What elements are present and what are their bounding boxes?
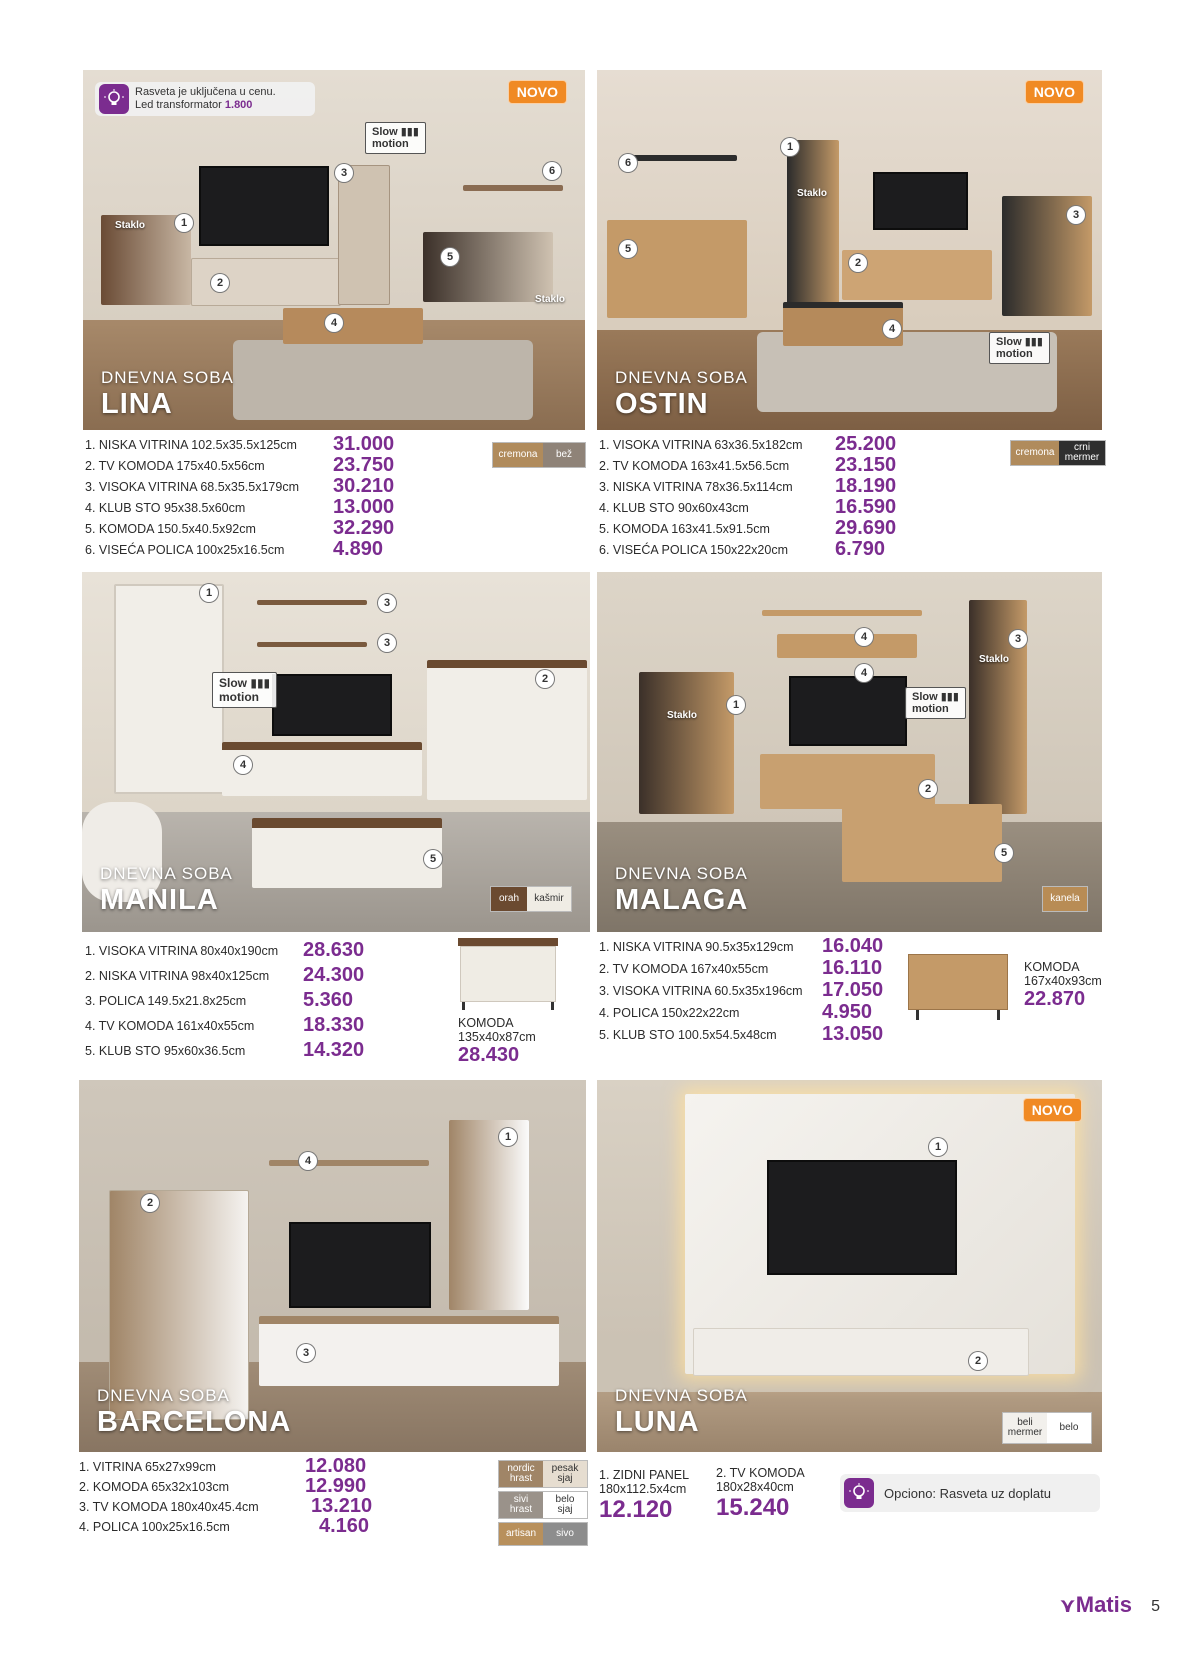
room-kind: DNEVNA SOBA bbox=[97, 1386, 230, 1405]
malaga-photo bbox=[597, 572, 1102, 932]
item-price: 13.050 bbox=[822, 1023, 884, 1045]
brand-name: Matis bbox=[1075, 1592, 1132, 1617]
room-name: LINA bbox=[101, 388, 173, 420]
extra-price: 22.870 bbox=[1024, 988, 1086, 1010]
item-label: 2. TV KOMODA bbox=[716, 1466, 805, 1480]
room-kind: DNEVNA SOBA bbox=[615, 368, 748, 387]
swatch: artisan bbox=[499, 1523, 543, 1545]
brand-mark-icon: ⋎ bbox=[1059, 1595, 1076, 1617]
marker-1: 1 bbox=[727, 696, 745, 714]
item-dims: 180x112.5x4cm bbox=[599, 1482, 687, 1496]
item-label: 4. POLICA 150x22x22cm bbox=[599, 1006, 740, 1020]
marker-4: 4 bbox=[883, 320, 901, 338]
room-name: MALAGA bbox=[615, 884, 749, 916]
item-label: 2. TV KOMODA 167x40x55cm bbox=[599, 962, 769, 976]
marker-2: 2 bbox=[919, 780, 937, 798]
extra-price: 28.430 bbox=[458, 1044, 520, 1066]
item-label: 6. VISEĆA POLICA 150x22x20cm bbox=[599, 543, 788, 557]
marker-3: 3 bbox=[378, 594, 396, 612]
slow-motion-label: Slow ▮▮▮ motion bbox=[905, 687, 966, 719]
swatch: belo sjaj bbox=[543, 1492, 587, 1518]
lighting-included-note bbox=[95, 82, 315, 116]
item-label: 1. ZIDNI PANEL bbox=[599, 1468, 690, 1482]
swatch: sivo bbox=[543, 1523, 587, 1545]
item-price: 6.790 bbox=[835, 538, 886, 560]
room-name: BARCELONA bbox=[97, 1406, 292, 1438]
marker-2: 2 bbox=[536, 670, 554, 688]
marker-1: 1 bbox=[175, 214, 193, 232]
marker-1: 1 bbox=[929, 1138, 947, 1156]
swatch: cremona bbox=[493, 443, 543, 467]
item-label: 2. TV KOMODA 163x41.5x56.5cm bbox=[599, 459, 790, 473]
item-label: 5. KLUB STO 100.5x54.5x48cm bbox=[599, 1028, 777, 1042]
marker-2: 2 bbox=[849, 254, 867, 272]
item-price: 13.000 bbox=[333, 496, 395, 518]
item-dims: 180x28x40cm bbox=[716, 1480, 794, 1494]
item-price: 12.080 bbox=[305, 1455, 367, 1477]
marker-3: 3 bbox=[1067, 206, 1085, 224]
marker-1: 1 bbox=[200, 584, 218, 602]
lighting-note-line2: Led transformator bbox=[135, 99, 222, 111]
matis-logo bbox=[1060, 1592, 1132, 1618]
luna-photo bbox=[597, 1080, 1102, 1452]
marker-3: 3 bbox=[335, 164, 353, 182]
item-label: 4. KLUB STO 95x38.5x60cm bbox=[85, 501, 246, 515]
item-price: 23.750 bbox=[333, 454, 395, 476]
glass-tag: Staklo bbox=[667, 710, 698, 721]
item-label: 1. VISOKA VITRINA 80x40x190cm bbox=[85, 944, 279, 958]
extra-dims: 167x40x93cm bbox=[1024, 974, 1102, 988]
item-price: 29.690 bbox=[835, 517, 897, 539]
swatch: pesak sjaj bbox=[543, 1461, 587, 1487]
malaga-color-swatches bbox=[1042, 886, 1088, 912]
marker-1: 1 bbox=[499, 1128, 517, 1146]
marker-1: 1 bbox=[781, 138, 799, 156]
slow-motion-label: Slow ▮▮▮ motion bbox=[365, 122, 426, 154]
lightbulb-icon bbox=[844, 1478, 874, 1508]
option-note-text: Opciono: Rasveta uz doplatu bbox=[884, 1485, 1051, 1501]
swatch: beli mermer bbox=[1003, 1413, 1047, 1443]
marker-5: 5 bbox=[995, 844, 1013, 862]
item-label: 1. NISKA VITRINA 90.5x35x129cm bbox=[599, 940, 794, 954]
item-label: 3. VISOKA VITRINA 68.5x35.5x179cm bbox=[85, 480, 299, 494]
item-price: 18.190 bbox=[835, 475, 897, 497]
item-label: 2. TV KOMODA 175x40.5x56cm bbox=[85, 459, 265, 473]
novo-badge: NOVO bbox=[1023, 1098, 1082, 1122]
item-label: 3. TV KOMODA 180x40x45.4cm bbox=[79, 1500, 259, 1514]
manila-komoda-image bbox=[458, 938, 558, 1010]
item-price: 12.990 bbox=[305, 1475, 367, 1497]
marker-5: 5 bbox=[424, 850, 442, 868]
barcelona-color-swatches bbox=[498, 1460, 588, 1546]
item-label: 5. KLUB STO 95x60x36.5cm bbox=[85, 1044, 246, 1058]
ostin-photo bbox=[597, 70, 1102, 430]
led-transformer-price: 1.800 bbox=[224, 99, 253, 111]
item-price: 17.050 bbox=[822, 979, 884, 1001]
item-price: 16.110 bbox=[822, 957, 883, 979]
lina-price-list bbox=[85, 434, 485, 560]
marker-6: 6 bbox=[543, 162, 561, 180]
item-price: 12.120 bbox=[599, 1496, 673, 1523]
item-price: 4.890 bbox=[333, 538, 384, 560]
marker-4: 4 bbox=[325, 314, 343, 332]
luna-color-swatches bbox=[1002, 1412, 1092, 1444]
room-name: LUNA bbox=[615, 1406, 700, 1438]
item-price: 14.320 bbox=[303, 1039, 365, 1061]
manila-price-list bbox=[85, 940, 405, 1065]
room-kind: DNEVNA SOBA bbox=[615, 1386, 748, 1405]
item-price: 15.240 bbox=[716, 1494, 790, 1521]
extra-label: KOMODA bbox=[458, 1016, 514, 1030]
swatch: bež bbox=[543, 443, 585, 467]
marker-4: 4 bbox=[234, 756, 252, 774]
novo-badge: NOVO bbox=[1025, 80, 1084, 104]
lina-photo bbox=[83, 70, 585, 430]
swatch: orah bbox=[491, 887, 527, 911]
marker-4: 4 bbox=[299, 1152, 317, 1170]
item-price: 28.630 bbox=[303, 939, 365, 961]
item-price: 18.330 bbox=[303, 1014, 365, 1036]
ostin-price-list bbox=[599, 434, 999, 560]
swatch: kanela bbox=[1043, 887, 1087, 911]
item-label: 4. TV KOMODA 161x40x55cm bbox=[85, 1019, 255, 1033]
item-price: 4.950 bbox=[822, 1001, 873, 1023]
lightbulb-icon bbox=[99, 84, 129, 114]
item-label: 2. NISKA VITRINA 98x40x125cm bbox=[85, 969, 270, 983]
extra-label: KOMODA bbox=[1024, 960, 1080, 974]
item-price: 30.210 bbox=[333, 475, 395, 497]
item-price: 13.210 bbox=[311, 1495, 373, 1517]
item-price: 24.300 bbox=[303, 964, 365, 986]
optional-lighting-note bbox=[840, 1474, 1100, 1512]
marker-4: 4 bbox=[855, 628, 873, 646]
item-price: 31.000 bbox=[333, 433, 395, 455]
swatch: belo bbox=[1047, 1413, 1091, 1443]
marker-3: 3 bbox=[297, 1344, 315, 1362]
item-label: 4. KLUB STO 90x60x43cm bbox=[599, 501, 749, 515]
malaga-komoda-image bbox=[908, 954, 1008, 1020]
item-price: 23.150 bbox=[835, 454, 897, 476]
item-label: 5. KOMODA 150.5x40.5x92cm bbox=[85, 522, 256, 536]
malaga-price-list bbox=[599, 936, 899, 1046]
marker-6: 6 bbox=[619, 154, 637, 172]
item-label: 1. VITRINA 65x27x99cm bbox=[79, 1460, 216, 1474]
glass-tag: Staklo bbox=[979, 654, 1010, 665]
item-price: 16.590 bbox=[835, 496, 897, 518]
ostin-color-swatches bbox=[1010, 440, 1106, 466]
page-number: 5 bbox=[1151, 1598, 1160, 1615]
item-price: 5.360 bbox=[303, 989, 354, 1011]
manila-color-swatches bbox=[490, 886, 572, 912]
item-label: 1. NISKA VITRINA 102.5x35.5x125cm bbox=[85, 438, 297, 452]
item-label: 2. KOMODA 65x32x103cm bbox=[79, 1480, 230, 1494]
room-kind: DNEVNA SOBA bbox=[101, 368, 234, 387]
room-name: OSTIN bbox=[615, 388, 709, 420]
marker-5: 5 bbox=[441, 248, 459, 266]
swatch: sivi hrast bbox=[499, 1492, 543, 1518]
room-kind: DNEVNA SOBA bbox=[615, 864, 748, 883]
item-price: 4.160 bbox=[319, 1515, 370, 1537]
room-name: MANILA bbox=[100, 884, 219, 916]
glass-tag: Staklo bbox=[535, 294, 566, 305]
item-label: 3. POLICA 149.5x21.8x25cm bbox=[85, 994, 247, 1008]
marker-3b: 3 bbox=[378, 634, 396, 652]
marker-5: 5 bbox=[619, 240, 637, 258]
lina-color-swatches bbox=[492, 442, 586, 468]
item-label: 4. POLICA 100x25x16.5cm bbox=[79, 1520, 230, 1534]
item-label: 3. NISKA VITRINA 78x36.5x114cm bbox=[599, 480, 793, 494]
item-price: 25.200 bbox=[835, 433, 897, 455]
item-label: 1. VISOKA VITRINA 63x36.5x182cm bbox=[599, 438, 803, 452]
marker-2: 2 bbox=[141, 1194, 159, 1212]
item-price: 32.290 bbox=[333, 517, 395, 539]
swatch: kašmir bbox=[527, 887, 571, 911]
item-price: 16.040 bbox=[822, 935, 884, 957]
barcelona-photo bbox=[79, 1080, 586, 1452]
novo-badge: NOVO bbox=[508, 80, 567, 104]
extra-dims: 135x40x87cm bbox=[458, 1030, 536, 1044]
slow-motion-label: Slow ▮▮▮ motion bbox=[989, 332, 1050, 364]
slow-motion-label: Slow ▮▮▮ motion bbox=[212, 672, 277, 708]
swatch: cremona bbox=[1011, 441, 1059, 465]
marker-3: 3 bbox=[1009, 630, 1027, 648]
glass-tag: Staklo bbox=[115, 220, 146, 231]
marker-2: 2 bbox=[969, 1352, 987, 1370]
lighting-note-line1: Rasveta je uključena u cenu. bbox=[135, 86, 276, 98]
manila-photo bbox=[82, 572, 590, 932]
swatch: nordic hrast bbox=[499, 1461, 543, 1487]
item-label: 3. VISOKA VITRINA 60.5x35x196cm bbox=[599, 984, 803, 998]
room-kind: DNEVNA SOBA bbox=[100, 864, 233, 883]
barcelona-price-list bbox=[79, 1456, 399, 1536]
item-label: 6. VISEĆA POLICA 100x25x16.5cm bbox=[85, 543, 285, 557]
swatch: crni mermer bbox=[1059, 441, 1105, 465]
marker-2: 2 bbox=[211, 274, 229, 292]
marker-4b: 4 bbox=[855, 664, 873, 682]
glass-tag: Staklo bbox=[797, 188, 828, 199]
item-label: 5. KOMODA 163x41.5x91.5cm bbox=[599, 522, 770, 536]
